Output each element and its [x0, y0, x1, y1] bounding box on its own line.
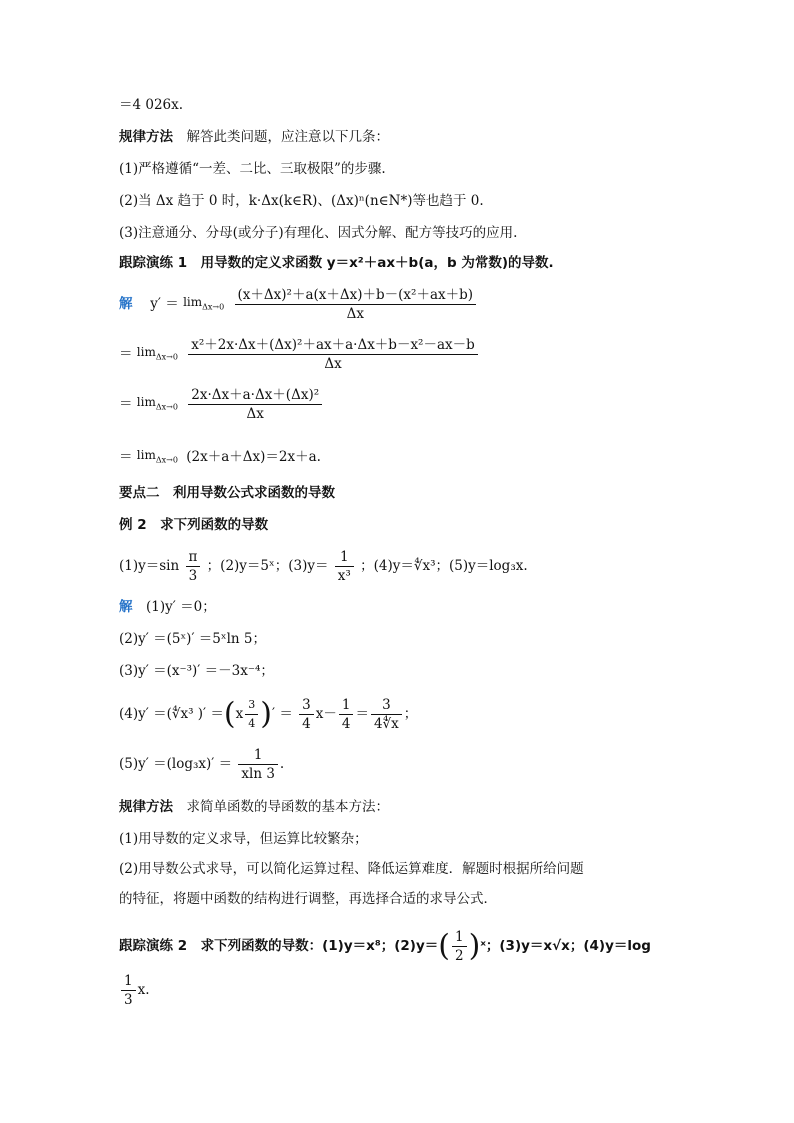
limit-operator: $\lim_{\Delta x\to 0}$ — [183, 294, 225, 312]
example-2-heading: 例 2 求下列函数的导数 — [119, 517, 269, 533]
solution-2-1: 解 (1)y′ ＝0； — [119, 599, 216, 615]
rule-point-3: (3)注意通分、分母(或分子)有理化、因式分解、配方等技巧的应用. — [119, 225, 518, 241]
rule-heading: 规律方法 — [119, 129, 173, 145]
fraction-1-2: $\frac{1}{2}$ — [452, 928, 467, 965]
result-line: ＝4 026x. — [119, 97, 184, 113]
section-heading: 要点二 利用导数公式求函数的导数 — [119, 485, 335, 501]
solution-2-4: (4)y′ ＝(∜x³ )′ ＝(x $\frac{3}{4}$ )′ ＝ $\frac{3}{4}$ x－ $\frac{1}{4}$ ＝ $\frac{3}{4∜x}$ ； — [119, 696, 418, 732]
rule2-point-2a: (2)用导数公式求导，可以简化运算过程、降低运算难度．解题时根据所给问题 — [119, 861, 584, 877]
rule-point-2: (2)当 Δx 趋于 0 时，k·Δx(k∈R)、(Δx)ⁿ(n∈N*)等也趋于 0. — [119, 193, 484, 209]
solution-label: 解 — [119, 296, 133, 312]
rule-text: 求简单函数的导函数的基本方法： — [186, 799, 389, 815]
limit-operator: $\lim_{\Delta x\to 0}$ — [136, 448, 178, 465]
y-prime: y′ ＝ — [150, 296, 179, 312]
fraction-1: $\frac{\text{(x＋Δx)²＋a(x＋Δx)＋b－(x²＋ax＋b)}}{\Delta x}$ — [235, 286, 477, 323]
rule-method-1 — [119, 128, 389, 146]
rule-heading: 规律方法 — [119, 799, 173, 815]
fraction-3: $\frac{\text{2x·Δx＋a·Δx＋(Δx)²}}{\Delta x}$ — [188, 386, 322, 423]
fraction-1-4: $\frac{1}{4}$ — [339, 696, 354, 733]
solution-line-1 — [119, 286, 478, 323]
limit-operator: $\lim_{\Delta x\to 0}$ — [136, 344, 178, 362]
one-over-x3: $\frac{1}{\text{x³}}$ — [335, 548, 354, 585]
solution-2-3: (3)y′ ＝(x⁻³)′ ＝－3x⁻⁴； — [119, 663, 274, 679]
track-exercise-2: 跟踪演练 2 求下列函数的导数：(1)y＝x⁸；(2)y＝( $\frac{1}{2}$ )ˣ；(3)y＝x√x；(4)y＝log — [119, 928, 651, 964]
fraction-1-over-xln3: $\frac{1}{xln 3}$ — [238, 746, 278, 783]
rule2-point-1: (1)用导数的定义求导，但运算比较繁杂； — [119, 831, 368, 847]
fraction-3-4: $\frac{3}{4}$ — [299, 696, 314, 733]
fraction-1-3: $\frac{1}{3}$ — [121, 972, 136, 1009]
fraction-3-over-4root: $\frac{3}{4∜x}$ — [371, 696, 402, 733]
exponent-3-4: $\frac{3}{4}$ — [245, 696, 258, 733]
track-exercise-1: 跟踪演练 1 用导数的定义求函数 y＝x²＋ax＋b(a，b 为常数)的导数. — [119, 255, 554, 271]
solution-line-4: ＝ $\lim_{\Delta x\to 0} (2x+a+\Delta x)=2x+a$. — [119, 446, 321, 469]
limit-operator: $\lim_{\Delta x\to 0}$ — [136, 394, 178, 412]
solution-line-3: ＝ $\lim_{\Delta x\to 0}$ $\frac{\text{2x·Δx＋a·Δx＋(Δx)²}}{\Delta x}$ — [119, 386, 324, 423]
rule2-point-2b: 的特征，将题中函数的结构进行调整，再选择合适的求导公式． — [119, 891, 497, 907]
fraction-2: $\frac{\text{x²＋2x·Δx＋(Δx)²＋ax＋a·Δx＋b－x²－ax－b}}{\Delta x}$ — [188, 336, 478, 373]
rule-method-2 — [119, 798, 389, 816]
rule-point-1: (1)严格遵循“一差、二比、三取极限”的步骤. — [119, 161, 386, 177]
solution-2-2: (2)y′ ＝(5ˣ)′ ＝5ˣln 5； — [119, 631, 267, 647]
solution-label: 解 — [119, 599, 133, 615]
solution-line-2: ＝ $\lim_{\Delta x\to 0}$ $\frac{\text{x²＋2x·Δx＋(Δx)²＋ax＋a·Δx＋b－x²－ax－b}}{\Delta x}$ — [119, 336, 480, 373]
pi-over-3: $\frac{\pi}{3}$ — [186, 548, 201, 585]
log-base-line: $\frac{1}{3}$ x. — [119, 972, 150, 1009]
example-2-problems: (1)y＝sin $\frac{\pi}{3}$ ；(2)y＝5ˣ；(3)y＝ $\frac{1}{\text{x³}}$ ；(4)y＝∜x³；(5)y＝log₃x. — [119, 549, 528, 584]
rule-text: 解答此类问题，应注意以下几条： — [186, 129, 389, 145]
solution-2-5: (5)y′ ＝(log₃x)′ ＝ $\frac{1}{xln 3}$ . — [119, 747, 285, 782]
